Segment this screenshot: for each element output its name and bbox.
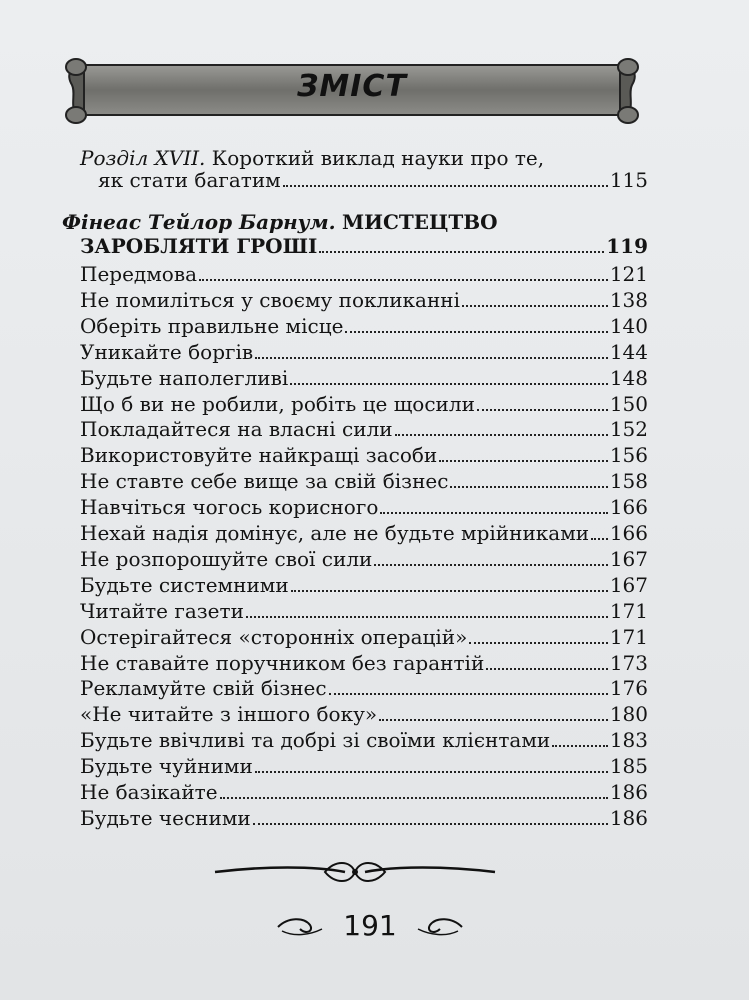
- toc-entry[interactable]: [80, 750, 648, 778]
- toc-entry[interactable]: [80, 621, 648, 649]
- page-number: 121: [609, 262, 648, 286]
- entry-title: Будьте наполегливі: [80, 365, 289, 390]
- entry-title: Навчіться чогось корисного: [80, 495, 379, 520]
- page-number: 148: [609, 365, 648, 390]
- page-number: 167: [609, 546, 648, 571]
- entry-title: Оберіть правильне місце: [80, 313, 344, 338]
- toc-entry[interactable]: [80, 543, 648, 571]
- entry-title: Будьте чесними: [80, 805, 251, 830]
- page-number: 150: [609, 391, 648, 416]
- dot-leader: [319, 251, 604, 253]
- dot-leader: [253, 823, 608, 825]
- toc-entry[interactable]: [80, 439, 648, 467]
- entry-title: Будьте чуйними: [80, 754, 253, 779]
- toc-entry[interactable]: [80, 362, 648, 390]
- toc-entry[interactable]: [80, 465, 648, 493]
- dot-leader: [591, 538, 608, 540]
- toc-entry[interactable]: [80, 310, 648, 338]
- dot-leader: [439, 460, 608, 462]
- page-footer: [270, 905, 470, 949]
- toc-entry[interactable]: [80, 336, 648, 364]
- page-number: 115: [609, 168, 648, 192]
- toc-entry[interactable]: [80, 776, 648, 804]
- section-title-line2: ЗАРОБЛЯТИ ГРОШІ: [80, 234, 318, 258]
- dot-leader: [246, 616, 608, 618]
- entry-title: Не ставте себе вище за свій бізнес: [80, 469, 449, 494]
- dot-leader: [380, 512, 607, 514]
- dot-leader: [345, 331, 607, 333]
- page-number: 138: [609, 287, 648, 312]
- dot-leader: [199, 279, 608, 281]
- dot-leader: [450, 486, 607, 488]
- page-number: 186: [609, 780, 648, 804]
- page-number: 140: [609, 313, 648, 338]
- dot-leader: [486, 668, 608, 670]
- entry-title: Уникайте боргів: [80, 339, 254, 364]
- toc-entry[interactable]: [80, 388, 648, 416]
- entry-title: «Не читайте з іншого боку»: [80, 702, 378, 727]
- dot-leader: [469, 642, 607, 644]
- entry-title: Остерігайтеся «сторонніх операцій»: [80, 624, 468, 649]
- page-number-footer: 191: [343, 909, 397, 942]
- dot-leader: [329, 693, 608, 695]
- entry-title: Не базікайте: [80, 780, 218, 804]
- dot-leader: [552, 745, 608, 747]
- page-number: 180: [609, 702, 648, 727]
- toc-entry[interactable]: [80, 491, 648, 519]
- toc-entry[interactable]: [80, 672, 648, 700]
- page-number: 183: [609, 728, 648, 753]
- title-scroll-banner: [62, 55, 642, 127]
- page-number: 186: [609, 805, 648, 830]
- flourish-divider-icon: [205, 858, 505, 888]
- dot-leader: [395, 434, 608, 436]
- toc-entry[interactable]: [80, 569, 648, 597]
- entry-title: Покладайтеся на власні сили: [80, 417, 393, 442]
- page-number: 119: [606, 234, 648, 258]
- section-author: Фінеас Тейлор Барнум.: [62, 210, 336, 234]
- page-number: 144: [609, 339, 648, 364]
- entry-title: Рекламуйте свій бізнес: [80, 676, 327, 701]
- chapter-title-line2: як стати багатим: [98, 168, 281, 192]
- toc-entry[interactable]: [80, 698, 648, 726]
- chapter-label: Розділ XVII.: [80, 146, 206, 170]
- page-number: 166: [609, 495, 648, 520]
- dot-leader: [477, 409, 608, 411]
- dot-leader: [462, 305, 608, 307]
- toc-entry[interactable]: [80, 724, 648, 752]
- toc-entry[interactable]: [80, 647, 648, 675]
- toc-entry[interactable]: [80, 258, 648, 286]
- page-number: 171: [609, 598, 648, 623]
- dot-leader: [283, 185, 608, 187]
- page-number: 156: [609, 443, 648, 468]
- entry-title: Будьте системними: [80, 572, 289, 597]
- dot-leader: [255, 357, 608, 359]
- page-number: 173: [609, 650, 648, 675]
- dot-leader: [220, 797, 608, 799]
- entry-title: Будьте ввічливі та добрі зі своїми клієнтами: [80, 728, 551, 753]
- page-number: 167: [609, 572, 648, 597]
- page-number: 176: [609, 676, 648, 701]
- entry-title: Нехай надія домінує, але не будьте мрійниками: [80, 521, 590, 545]
- toc-entry[interactable]: [80, 413, 648, 441]
- entry-title: Не помиліться у своєму покликанні: [80, 287, 461, 312]
- toc-entry[interactable]: [80, 230, 648, 258]
- page-number: 152: [609, 417, 648, 442]
- entry-title: Що б ви не робили, робіть це щосили: [80, 391, 475, 416]
- toc-entry[interactable]: [98, 164, 648, 192]
- dot-leader: [255, 771, 608, 773]
- toc-entry[interactable]: [80, 595, 648, 623]
- chapter-title-line1: Короткий виклад науки про те,: [211, 146, 545, 170]
- entry-title: Не ставайте поручником без гарантій: [80, 650, 485, 675]
- page-title: ЗМІСТ: [297, 69, 407, 104]
- section-title-line1: МИСТЕЦТВО: [341, 210, 498, 234]
- entry-title: Не розпорошуйте свої сили: [80, 546, 373, 571]
- dot-leader: [290, 383, 608, 385]
- page-number: 158: [609, 469, 648, 494]
- page-number: 185: [609, 754, 648, 779]
- entry-title: Використовуйте найкращі засоби: [80, 443, 438, 468]
- dot-leader: [291, 590, 608, 592]
- entry-title: Передмова: [80, 262, 198, 286]
- page-number: 171: [609, 624, 648, 649]
- dot-leader: [374, 564, 607, 566]
- toc-entry[interactable]: [80, 802, 648, 830]
- toc-entry[interactable]: [80, 517, 648, 545]
- page-number: 166: [609, 521, 648, 545]
- entry-title: Читайте газети: [80, 598, 244, 623]
- dot-leader: [379, 719, 608, 721]
- toc-entry[interactable]: [80, 284, 648, 312]
